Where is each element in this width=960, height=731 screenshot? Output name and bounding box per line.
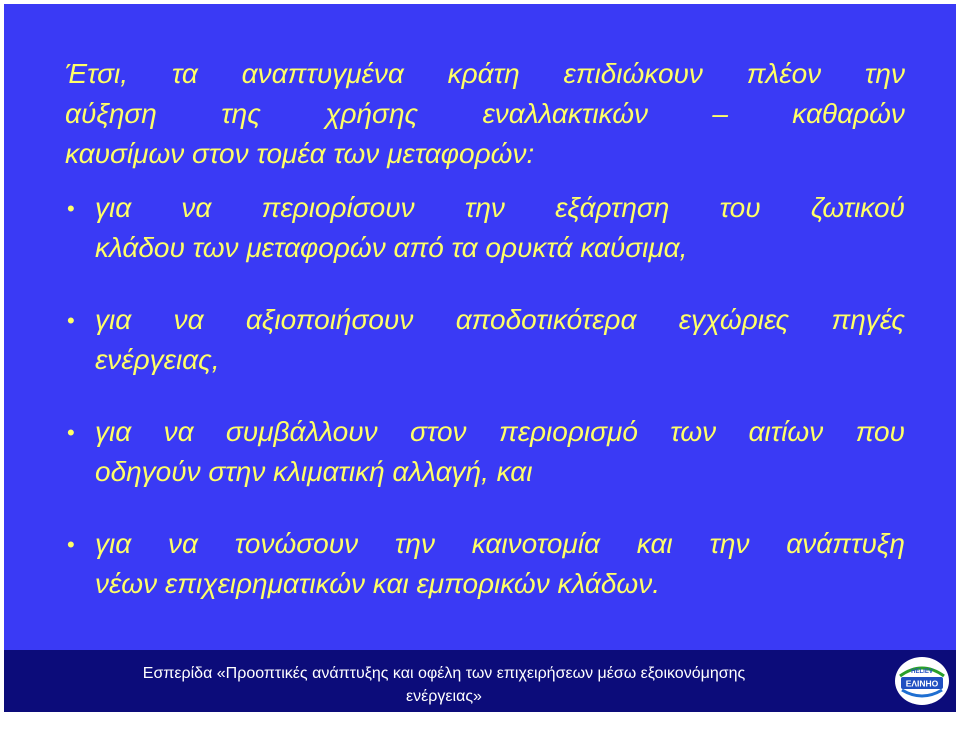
bullet-word: την — [394, 528, 435, 559]
bullet-word: πηγές — [831, 304, 905, 335]
footer-bar — [4, 650, 956, 728]
logo-main-text: ΕΛΙΝΗΟ — [905, 678, 939, 689]
hellenic-institute-logo-icon — [894, 656, 950, 706]
bullet-word: την — [464, 192, 505, 223]
bullet-line: οδηγούν στην κλιματική αλλαγή, και — [95, 456, 533, 487]
bullet-word: να — [173, 304, 204, 335]
bullet-word: αποδοτικότερα — [455, 304, 637, 335]
footer-text — [104, 662, 784, 731]
intro-paragraph — [65, 54, 905, 174]
intro-line-2 — [65, 94, 905, 134]
bullet-word: συμβάλλουν — [225, 416, 378, 447]
bullet-dot-icon: • — [67, 196, 75, 221]
intro-word: – — [712, 98, 728, 129]
bullet-word: για — [95, 528, 132, 559]
bullet-word: για — [95, 304, 132, 335]
intro-word: κράτη — [447, 58, 520, 89]
bullet-dot-icon: • — [67, 308, 75, 333]
bullet-word: τονώσουν — [234, 528, 359, 559]
bullet-word: των — [670, 416, 717, 447]
intro-word: της — [221, 98, 261, 129]
bullet-line — [95, 524, 905, 564]
bullet-line: ενέργειας, — [95, 344, 220, 375]
intro-line-1 — [65, 54, 905, 94]
bullet-word: που — [855, 416, 905, 447]
bullet-line — [95, 412, 905, 452]
bullet-word: του — [719, 192, 761, 223]
bullet-word: την — [709, 528, 750, 559]
bullet-word: να — [168, 528, 198, 559]
logo-top-text: HELIEV — [911, 669, 933, 675]
bullet-dot-icon: • — [67, 532, 75, 557]
bullet-word: περιορίσουν — [261, 192, 415, 223]
intro-word: αύξηση — [65, 98, 157, 129]
bullet-line — [95, 300, 905, 340]
bullet-word: για — [95, 416, 132, 447]
bullet-list — [65, 188, 905, 604]
intro-word: αναπτυγμένα — [241, 58, 404, 89]
bullet-word: και — [636, 528, 673, 559]
bullet-word: ζωτικού — [810, 192, 905, 223]
bullet-line: νέων επιχειρηματικών και εμπορικών κλάδων. — [95, 568, 661, 599]
bullet-word: καινοτομία — [471, 528, 600, 559]
intro-word: χρήσης — [325, 98, 419, 129]
intro-word: την — [864, 58, 905, 89]
intro-word: καθαρών — [792, 98, 905, 129]
bullet-dot-icon: • — [67, 420, 75, 445]
footer-event-title: Εσπερίδα «Προοπτικές ανάπτυξης και οφέλη των επιχειρήσεων μέσω εξοικονόμησης ενέργειας» — [142, 665, 746, 705]
bullet-word: εξάρτηση — [555, 192, 670, 223]
bullet-word: να — [163, 416, 194, 447]
bullet-word: να — [181, 192, 212, 223]
bullet-word: στον — [410, 416, 467, 447]
bullet-line: κλάδου των μεταφορών από τα ορυκτά καύσιμα, — [95, 232, 688, 263]
bullet-word: ανάπτυξη — [786, 528, 905, 559]
bullet-item-2 — [65, 300, 905, 380]
bullet-word: αξιοποιήσουν — [245, 304, 414, 335]
intro-word: τα — [171, 58, 198, 89]
footer-event-details: ΕΙΔΙΠ — ΕΕΔΕ / Αθήνα , 30 Οκτωβρίου 2014 — [283, 711, 605, 728]
intro-line-3: καυσίμων στον τομέα των μεταφορών: — [65, 138, 535, 169]
intro-word: Έτσι, — [65, 58, 129, 89]
slide-content — [65, 54, 905, 636]
bullet-item-1 — [65, 188, 905, 268]
bullet-item-3 — [65, 412, 905, 492]
bullet-item-4 — [65, 524, 905, 604]
intro-word: εναλλακτικών — [482, 98, 649, 129]
bullet-word: αιτίων — [748, 416, 824, 447]
bullet-word: περιορισμό — [498, 416, 638, 447]
intro-word: επιδιώκουν — [563, 58, 703, 89]
bullet-word: εγχώριες — [678, 304, 790, 335]
bullet-word: για — [95, 192, 132, 223]
bullet-line — [95, 188, 905, 228]
slide — [4, 4, 956, 728]
intro-word: πλέον — [746, 58, 822, 89]
